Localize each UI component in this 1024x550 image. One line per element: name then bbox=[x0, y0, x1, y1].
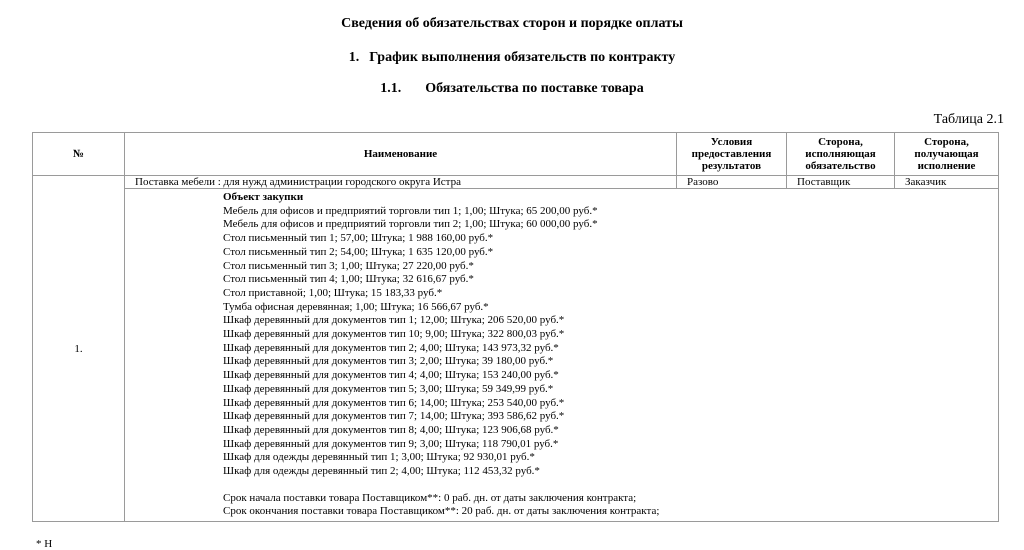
list-item: Мебель для офисов и предприятий торговли тип 2; 1,00; Штука; 60 000,00 руб.* bbox=[223, 218, 598, 231]
row-executor: Поставщик bbox=[787, 176, 895, 189]
col-header-conditions: Условия предоставления результатов bbox=[677, 133, 787, 176]
col-header-receiver: Сторона, получающая исполнение bbox=[895, 133, 999, 176]
list-item: Шкаф деревянный для документов тип 4; 4,00; Штука; 153 240,00 руб.* bbox=[223, 369, 559, 382]
list-item: Шкаф для одежды деревянный тип 1; 3,00; Штука; 92 930,01 руб.* bbox=[223, 451, 535, 464]
document-title: Сведения об обязательствах сторон и порядке оплаты bbox=[341, 16, 683, 31]
table-header-row bbox=[33, 133, 999, 176]
row-receiver: Заказчик bbox=[895, 176, 999, 189]
col-header-executor: Сторона, исполняющая обязательство bbox=[787, 133, 895, 176]
table-row bbox=[33, 176, 999, 189]
section-number: 1. bbox=[348, 50, 360, 65]
col-header-name: Наименование bbox=[125, 133, 677, 176]
footnote: * Н bbox=[36, 538, 53, 550]
list-item: Стол письменный тип 3; 1,00; Штука; 27 220,00 руб.* bbox=[223, 259, 474, 272]
list-item: Шкаф деревянный для документов тип 2; 4,00; Штука; 143 973,32 руб.* bbox=[223, 341, 559, 354]
section-heading bbox=[0, 50, 1024, 66]
list-item: Мебель для офисов и предприятий торговли тип 1; 1,00; Штука; 65 200,00 руб.* bbox=[223, 204, 598, 217]
list-item: Шкаф деревянный для документов тип 9; 3,00; Штука; 118 790,01 руб.* bbox=[223, 437, 559, 450]
row-number: 1. bbox=[33, 176, 125, 522]
item-list bbox=[223, 205, 998, 479]
list-item: Шкаф деревянный для документов тип 1; 12,00; Штука; 206 520,00 руб.* bbox=[223, 314, 565, 327]
list-item: Стол приставной; 1,00; Штука; 15 183,33 руб.* bbox=[223, 286, 443, 299]
procurement-details bbox=[125, 189, 999, 522]
subsection-number: 1.1. bbox=[380, 81, 402, 96]
list-item: Шкаф деревянный для документов тип 5; 3,00; Штука; 59 349,99 руб.* bbox=[223, 382, 554, 395]
delivery-start-term: Срок начала поставки товара Поставщиком**: 0 раб. дн. от даты заключения контракта; bbox=[223, 491, 637, 504]
list-item: Тумба офисная деревянная; 1,00; Штука; 16 566,67 руб.* bbox=[223, 300, 489, 313]
list-item: Стол письменный тип 4; 1,00; Штука; 32 616,67 руб.* bbox=[223, 273, 474, 286]
row-conditions: Разово bbox=[677, 176, 787, 189]
list-item: Шкаф деревянный для документов тип 8; 4,00; Штука; 123 906,68 руб.* bbox=[223, 423, 559, 436]
list-item: Шкаф для одежды деревянный тип 2; 4,00; Штука; 112 453,32 руб.* bbox=[223, 465, 540, 478]
object-heading: Объект закупки bbox=[223, 191, 304, 203]
list-item: Стол письменный тип 1; 57,00; Штука; 1 988 160,00 руб.* bbox=[223, 232, 494, 245]
table-detail-row bbox=[33, 189, 999, 522]
obligations-table bbox=[32, 132, 999, 522]
col-header-num: № bbox=[33, 133, 125, 176]
subsection-heading bbox=[0, 81, 1024, 97]
subsection-title: Обязательства по поставке товара bbox=[425, 81, 644, 96]
row-name: Поставка мебели : для нужд администрации городского округа Истра bbox=[125, 176, 677, 189]
table-number: Таблица 2.1 bbox=[933, 112, 1004, 127]
list-item: Шкаф деревянный для документов тип 7; 14,00; Штука; 393 586,62 руб.* bbox=[223, 410, 565, 423]
list-item: Стол письменный тип 2; 54,00; Штука; 1 635 120,00 руб.* bbox=[223, 245, 494, 258]
delivery-end-term: Срок окончания поставки товара Поставщиком**: 20 раб. дн. от даты заключения контракта; bbox=[223, 505, 660, 518]
list-item: Шкаф деревянный для документов тип 3; 2,00; Штука; 39 180,00 руб.* bbox=[223, 355, 554, 368]
section-title: График выполнения обязательств по контракту bbox=[369, 50, 676, 65]
list-item: Шкаф деревянный для документов тип 10; 9,00; Штука; 322 800,03 руб.* bbox=[223, 328, 565, 341]
list-item: Шкаф деревянный для документов тип 6; 14,00; Штука; 253 540,00 руб.* bbox=[223, 396, 565, 409]
